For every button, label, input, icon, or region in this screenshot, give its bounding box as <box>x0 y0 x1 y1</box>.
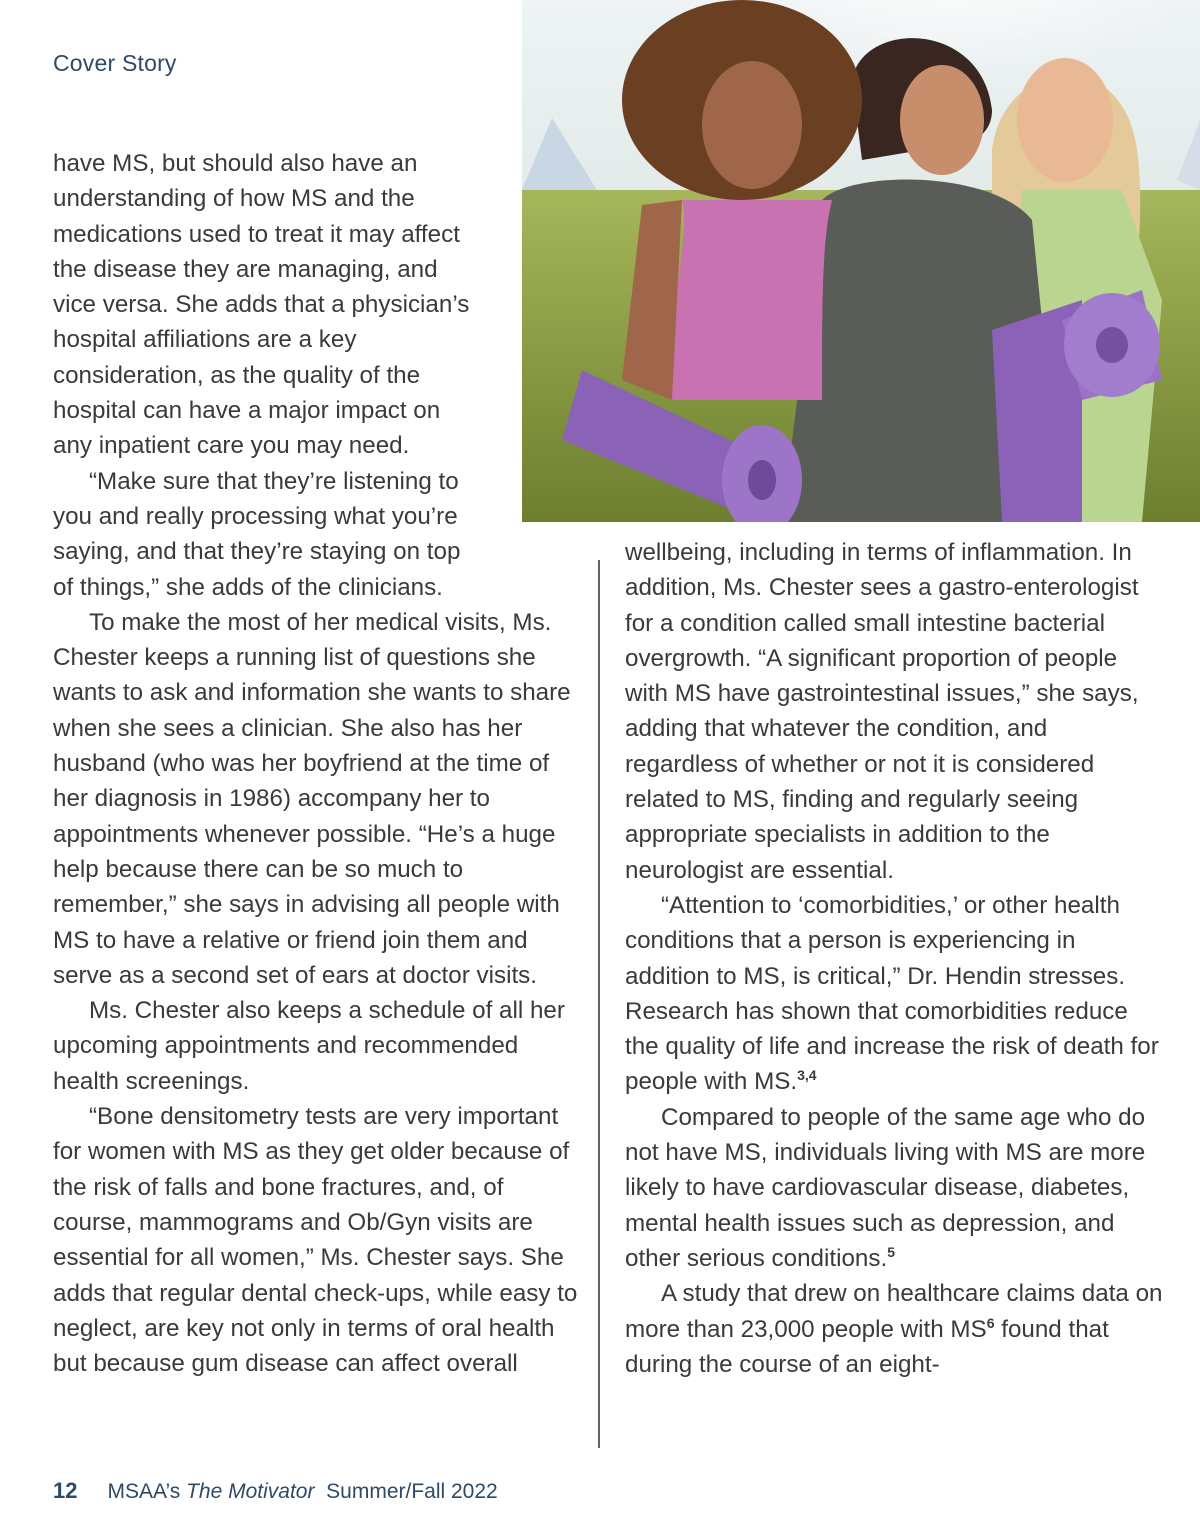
text-line: saying, and that they’re staying on top <box>53 538 461 566</box>
text-line: have MS, but should also have an <box>53 150 418 177</box>
reference-superscript: 3,4 <box>797 1067 817 1084</box>
text-line: understanding of how MS and the <box>53 185 415 213</box>
paragraph <box>625 888 1165 1100</box>
paragraph <box>625 1276 1165 1382</box>
reference-superscript: 5 <box>887 1243 895 1260</box>
text-line: hospital can have a major impact on <box>53 397 441 425</box>
article-photo <box>522 0 1200 522</box>
paragraph <box>53 464 583 605</box>
magazine-title: The Motivator <box>186 1480 315 1503</box>
paragraph: To make the most of her medical visits, Ms. Chester keeps a running list of questions she wants to ask and information she wants to share when she sees a clinician. She also has her husband (who was her boyfriend at the time of her diagnosis in 1986) accompany her to appointments whenever possible. “He’s a huge help because there can be so much to remember,” she says in advising all people with MS to have a relative or friend join them and serve as a second set of ears at doctor visits. <box>53 608 571 989</box>
text-line: the disease they are managing, and <box>53 255 438 283</box>
text-line: vice versa. She adds that a physician’s <box>53 291 470 319</box>
publisher-name: MSAA’s <box>107 1480 181 1503</box>
paragraph: “Bone densitometry tests are very important for women with MS as they get older because of the risk of falls and bone fractures, and, of course, mammograms and Ob/Gyn visits are essential for all women,” Ms. Chester says. She adds that regular dental check-ups, while easy to neglect, are key not only in terms of oral health but because gum disease can affect overall <box>53 1103 578 1378</box>
reference-superscript: 6 <box>986 1314 995 1331</box>
page-footer <box>53 1478 498 1504</box>
right-column <box>625 535 1165 1382</box>
paragraph-text: A study that drew on healthcare claims data on more than 23,000 people with MS <box>625 1280 1163 1343</box>
text-line: hospital affiliations are a key <box>53 326 357 354</box>
paragraph <box>53 146 498 464</box>
paragraph: Ms. Chester also keeps a schedule of all her upcoming appointments and recommended health screenings. <box>53 997 565 1095</box>
left-column <box>53 146 583 1381</box>
section-label: Cover Story <box>53 50 177 76</box>
paragraph-text: found that during the course of an eight- <box>625 1315 1109 1378</box>
page-number: 12 <box>53 1478 78 1503</box>
text-line: any inpatient care you may need. <box>53 432 410 460</box>
paragraph-text: Compared to people of the same age who do not have MS, individuals living with MS are more likely to have cardiovascular disease, diabetes, mental health issues such as depression, and other serious conditions. <box>625 1103 1146 1272</box>
publication-line <box>107 1480 497 1504</box>
text-line: of things,” she adds of the clinicians. <box>53 573 443 601</box>
text-line: consideration, as the quality of the <box>53 361 421 389</box>
paragraph <box>625 1100 1165 1276</box>
column-divider <box>598 560 600 1448</box>
issue-date: Summer/Fall 2022 <box>326 1480 498 1503</box>
paragraph-text: “Attention to ‘comorbidities,’ or other health conditions that a person is experiencing in addition to MS, is critical,” Dr. Hendin stresses. Research has shown that comorbidities reduce the quality of life and increase the risk of death for people with MS. <box>625 891 1159 1096</box>
text-line: “Make sure that they’re listening to <box>89 467 459 495</box>
paragraph: wellbeing, including in terms of inflammation. In addition, Ms. Chester sees a gastro-enterologist for a condition called small intestine bacterial overgrowth. “A significant proportion of people with MS have gastrointestinal issues,” she says, adding that whatever the condition, and regardless of whether or not it is considered related to MS, finding and regularly seeing appropriate specialists in addition to the neurologist are essential. <box>625 539 1139 884</box>
text-line: medications used to treat it may affect <box>53 220 460 248</box>
text-line: you and really processing what you’re <box>53 502 458 530</box>
photo-three-women-yoga-mats-icon <box>522 0 1200 522</box>
